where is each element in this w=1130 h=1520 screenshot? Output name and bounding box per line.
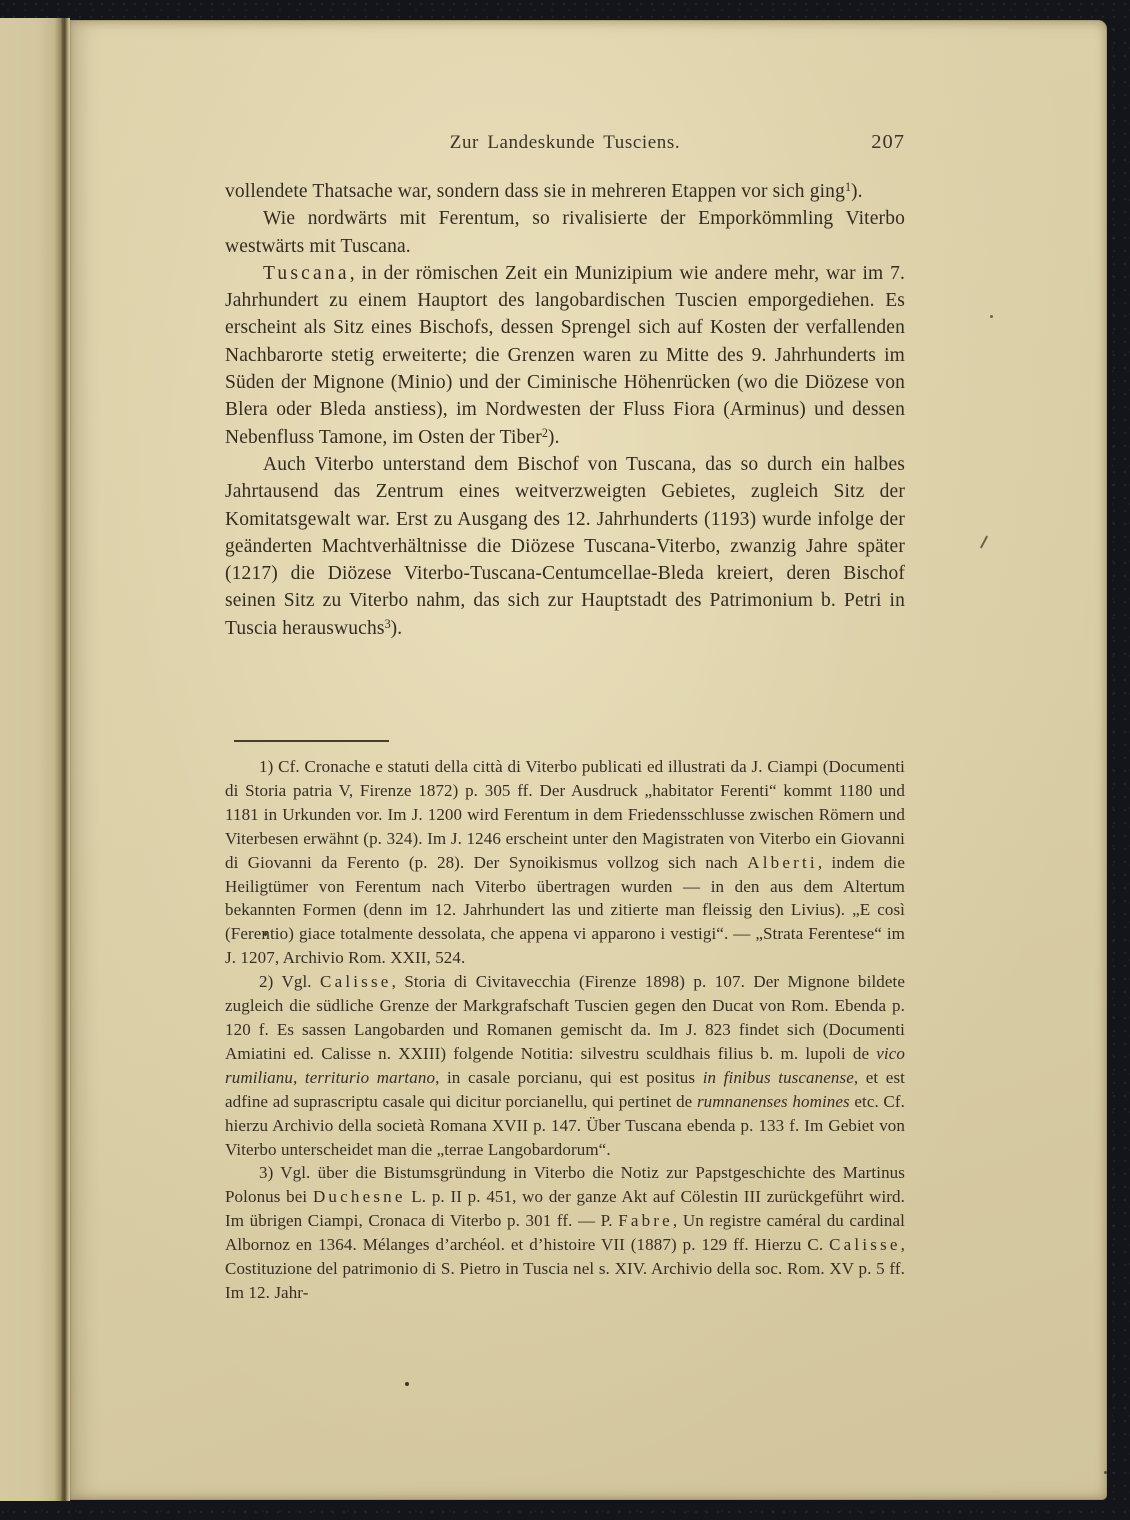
body-text — [225, 178, 905, 642]
running-title: Zur Landeskunde Tusciens. — [449, 132, 681, 153]
body-paragraph-2: Wie nordwärts mit Ferentum, so rivalisierte der Emporkömmling Viterbo westwärts mit Tuscana. — [225, 208, 905, 257]
footnote-separator-rule — [234, 740, 389, 742]
paper-speck — [405, 1382, 409, 1386]
body-paragraph-4: Auch Viterbo unterstand dem Bischof von Tuscana, das so durch ein halbes Jahrtausend das Zentrum eines weitverzweigten Gebietes, zugleich Sitz der Komitatsgewalt war. Erst zu Ausgang des 12. Jahrhunderts (1193) wurde infolge der geänderten Machtverhältnisse die Diözese Tuscana-Viterbo, zwanzig Jahre später (1217) die Diözese Viterbo-Tuscana-Centumcellae-Bleda kreiert, deren Bischof seinen Sitz zu Viterbo nahm, das sich zur Hauptstadt des Patrimonium b. Petri in Tuscia herauswuchs$^3$). — [225, 453, 905, 639]
footnote-1: 1) Cf. Cronache e statuti della città di Viterbo publicati ed illustrati da J. Ciampi (Documenti di Storia patria V, Firenze 1872) p. 305 ff. Der Ausdruck „habitator Ferenti“ kommt 1180 und 1181 in Urkunden vor. Im J. 1200 wird Ferentum in dem Friedensschlusse zwischen Römern und Viterbesen erwähnt (p. 324). Im J. 1246 erscheint unter den Magistraten von Viterbo ein Giovanni di Giovanni da Ferento (p. 28). Der Synoikismus vollzog sich nach Alberti, indem die Heiligtümer von Ferentum nach Viterbo übertragen wurden — in den aus dem Altertum bekannten Formen (denn im 12. Jahrhundert las und zitierte man fleissig den Livius). „E così (Ferentio) giace totalmente dessolata, che appena vi apparono i vestigi“. — „Strata Ferentese“ im J. 1207, Archivio Rom. XXII, 524. — [225, 757, 905, 968]
previous-page-edge — [0, 18, 62, 1501]
body-paragraph-1: vollendete Thatsache war, sondern dass sie in mehreren Etappen vor sich ging$^1$). — [225, 180, 863, 202]
text-block — [225, 131, 906, 1302]
body-paragraph-3: Tuscana, in der römischen Zeit ein Munizipium wie andere mehr, war im 7. Jahrhundert zu einem Hauptort des langobardischen Tuscien emporgediehen. Es erscheint als Sitz eines Bischofs, dessen Sprengel sich auf Kosten der verfallenden Nachbarorte stetig erweiterte; die Grenzen waren zu Mitte des 9. Jahrhunderts im Süden der Mignone (Minio) und der Ciminische Höhenrücken (wo die Diözese von Blera oder Bleda anstiess), im Nordwesten der Fluss Fiora (Arminus) und dessen Nebenfluss Tamone, im Osten der Tiber$^2$). — [225, 262, 905, 448]
paper-speck — [990, 315, 993, 318]
binding-gutter — [62, 18, 70, 1501]
footnotes — [225, 755, 905, 1305]
scan-artifact-slash — [980, 535, 988, 548]
paper-speck — [1104, 1471, 1107, 1474]
footnote-2: 2) Vgl. Calisse, Storia di Civitavecchia (Firenze 1898) p. 107. Der Mignone bildete zugleich die südliche Grenze der Markgrafschaft Tuscien gegen den Ducat von Rom. Ebenda p. 120 f. Es sassen Langobarden und Romanen gemischt da. Im J. 823 findet sich (Documenti Amiatini ed. Calisse n. XXIII) folgende Notitia: silvestru sculdhais filius b. m. lupoli de vico rumilianu, territurio martano, in casale porcianu, qui est positus in finibus tuscanense, et est adfine ad suprascriptu casale qui dicitur porcianellu, qui pertinet de rumnanenses homines etc. Cf. hierzu Archivio della società Romana XVII p. 147. Über Tuscana ebenda p. 133 f. Im Gebiet von Viterbo unterscheidet man die „terrae Langobardorum“. — [225, 972, 906, 1159]
page-number: 207 — [871, 131, 905, 153]
footnote-3: 3) Vgl. über die Bistumsgründung in Viterbo die Notiz zur Papstgeschichte des Martinus Polonus bei Duchesne L. p. II p. 451, wo der ganze Akt auf Cölestin III zurückgeführt wird. Im übrigen Ciampi, Cronaca di Viterbo p. 301 ff. — P. Fabre, Un registre caméral du cardinal Albornoz en 1364. Mélanges d’archéol. et d’histoire VII (1887) p. 129 ff. Hierzu C. Calisse, Costituzione del patrimonio di S. Pietro in Tuscia nel s. XIV. Archivio della soc. Rom. XV p. 5 ff. Im 12. Jahr- — [225, 1163, 905, 1302]
page-header — [225, 132, 905, 160]
book-page — [70, 20, 1107, 1500]
